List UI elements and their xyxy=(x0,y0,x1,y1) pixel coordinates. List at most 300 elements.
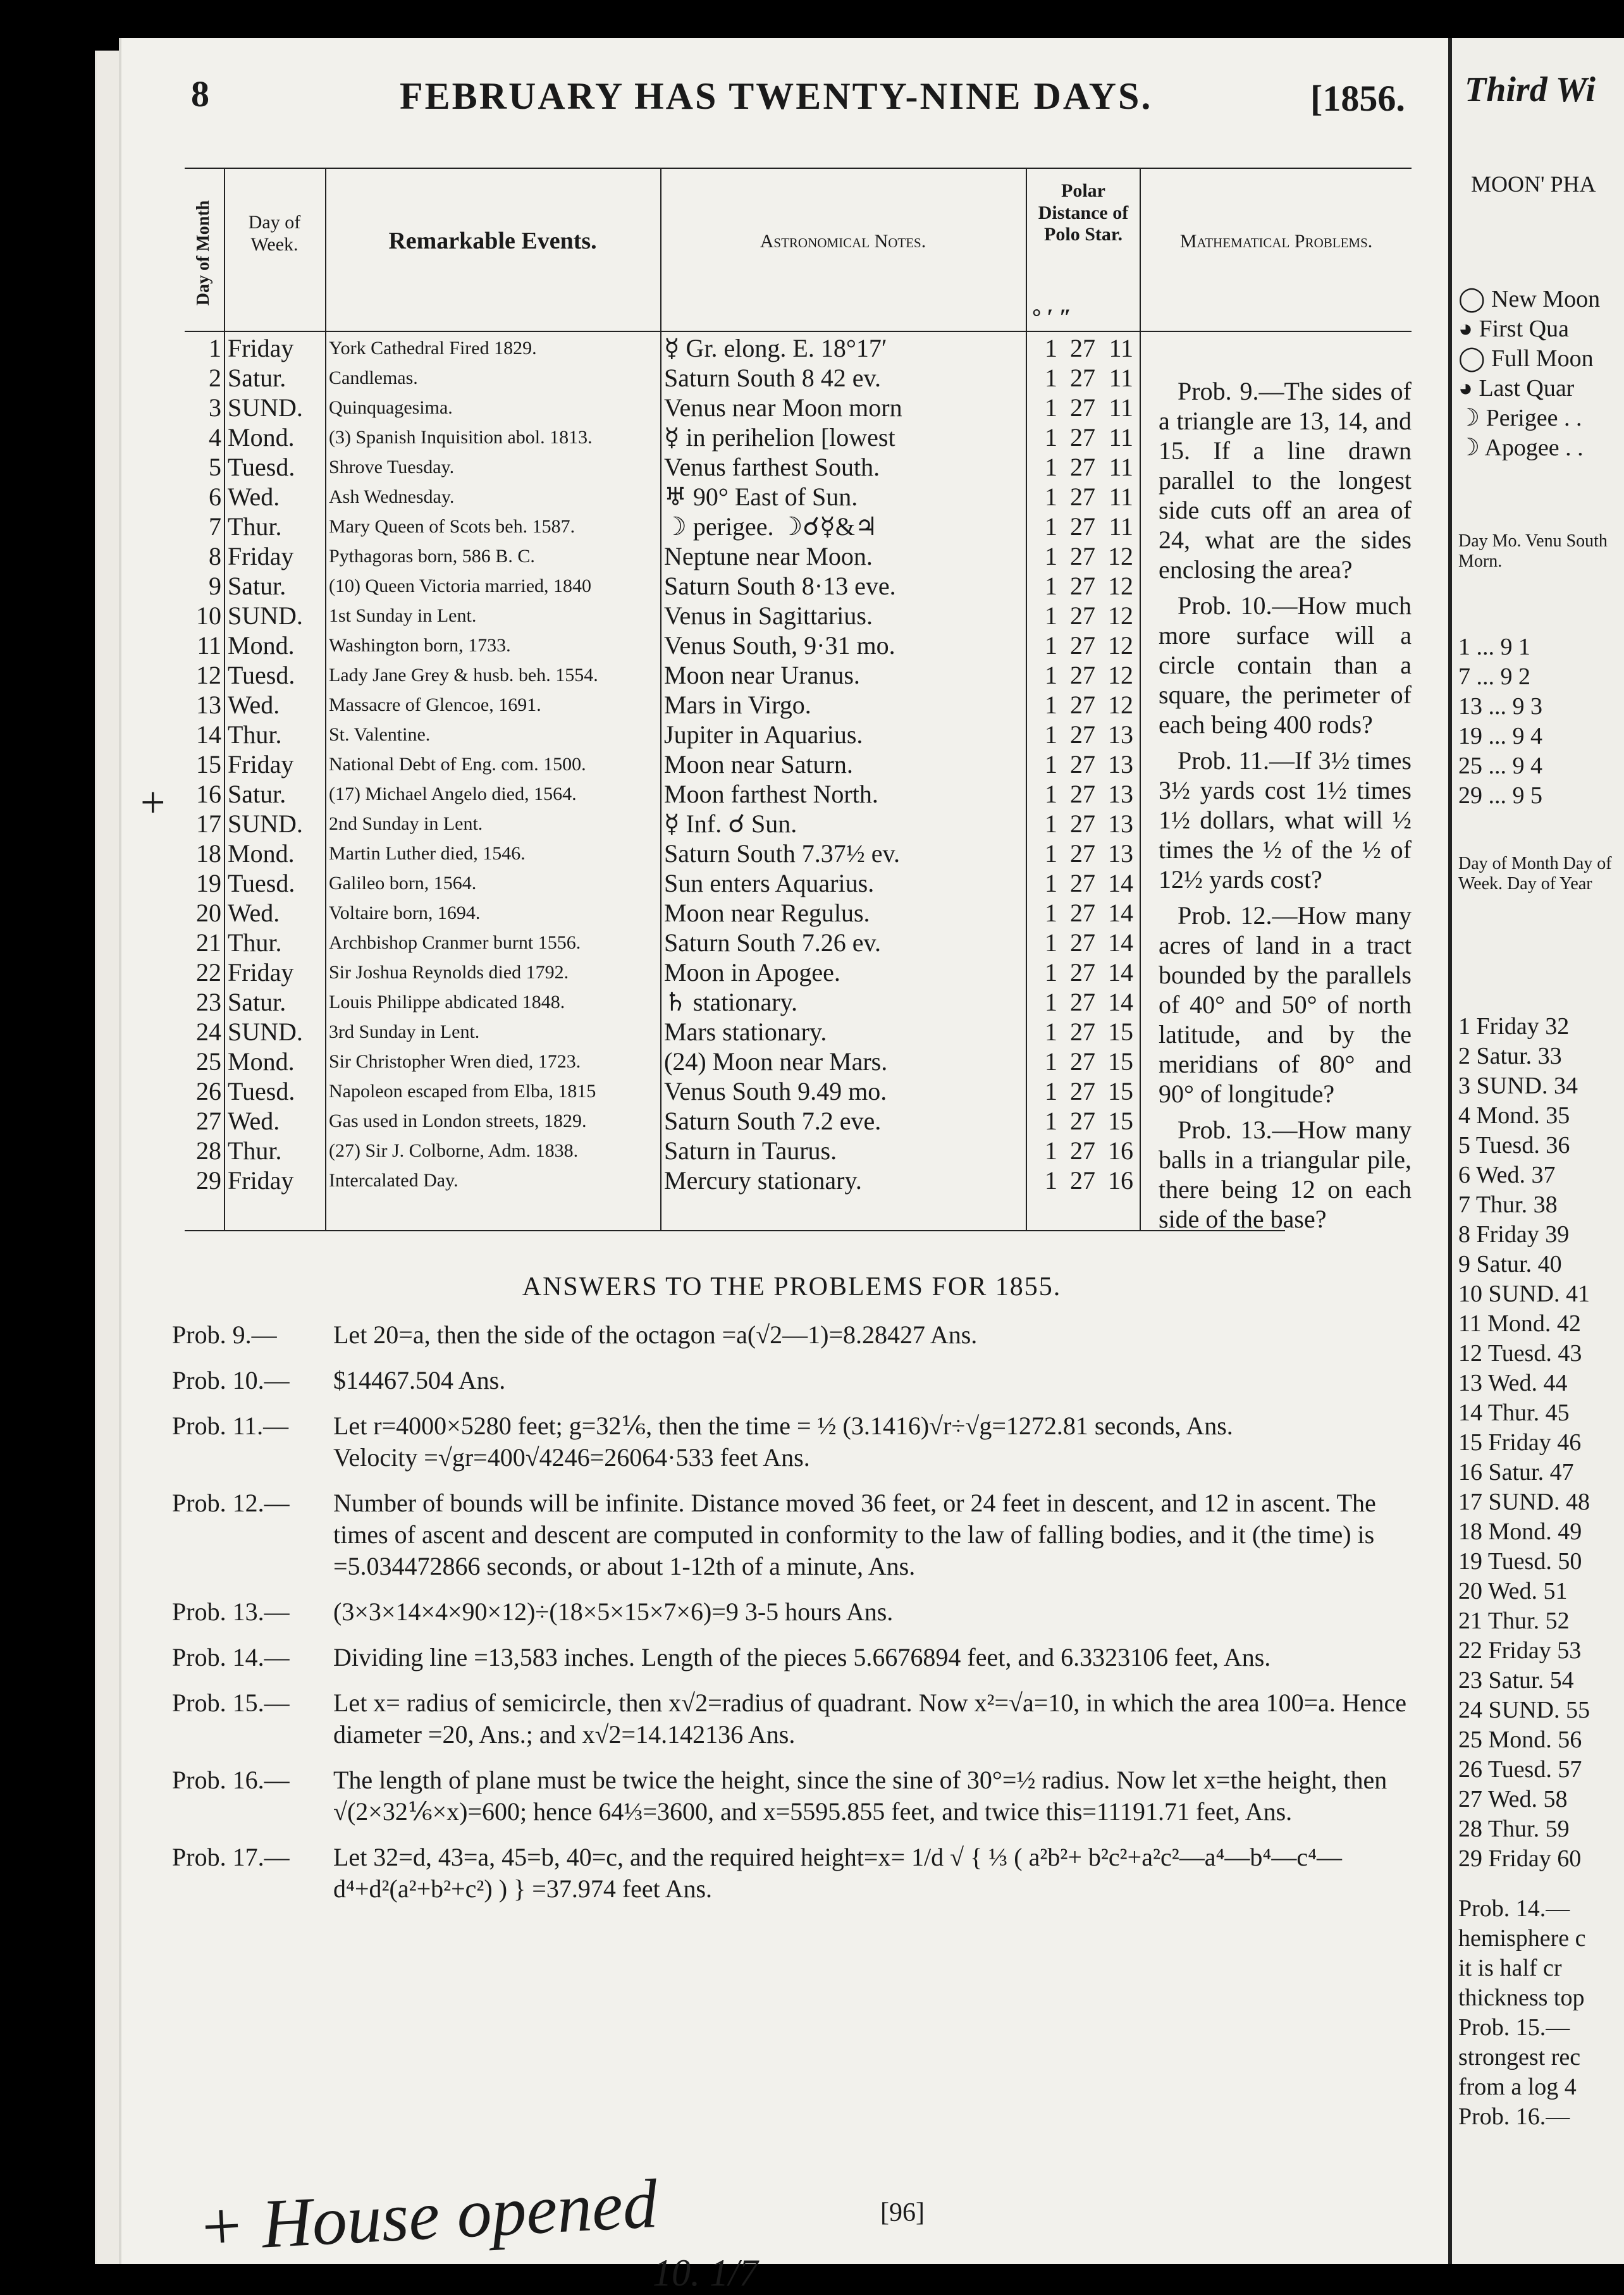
weekday: SUND. xyxy=(228,809,303,838)
polar-degrees: 1 xyxy=(1045,1166,1057,1195)
polar-seconds: 12 xyxy=(1108,661,1133,689)
answer-text: Let 20=a, then the side of the octagon =a(√2—1)=8.28427 Ans. xyxy=(333,1320,978,1349)
polar-degrees: 1 xyxy=(1045,958,1057,987)
remarkable-event: (3) Spanish Inquisition abol. 1813. xyxy=(329,427,593,448)
weekday: Satur. xyxy=(228,364,286,392)
day-number: 2 xyxy=(209,364,221,392)
polar-degrees: 1 xyxy=(1045,572,1057,600)
remarkable-event: Intercalated Day. xyxy=(329,1170,458,1191)
remarkable-event: Sir Christopher Wren died, 1723. xyxy=(329,1051,581,1072)
polar-seconds: 12 xyxy=(1108,691,1133,719)
day-number: 16 xyxy=(196,780,221,808)
almanac-page xyxy=(119,38,1451,2294)
polar-degrees: 1 xyxy=(1045,512,1057,541)
astronomical-note: Moon near Saturn. xyxy=(664,750,853,778)
polar-degrees: 1 xyxy=(1045,423,1057,452)
polar-degrees: 1 xyxy=(1045,1136,1057,1165)
remarkable-event: Voltaire born, 1694. xyxy=(329,902,481,923)
answer-text: Let r=4000×5280 feet; g=32⅙, then the time = ½ (3.1416)√r÷√g=1272.81 seconds, Ans. xyxy=(333,1412,1233,1440)
remarkable-event: Napoleon escaped from Elba, 1815 xyxy=(329,1081,596,1102)
astronomical-note: Jupiter in Aquarius. xyxy=(664,720,863,749)
answer-item xyxy=(172,1596,1412,1628)
remarkable-event: Lady Jane Grey & husb. beh. 1554. xyxy=(329,665,598,686)
astronomical-note: Saturn in Taurus. xyxy=(664,1136,837,1165)
venus-row: 29 ... 9 5 xyxy=(1458,782,1542,809)
answer-text: (3×3×14×4×90×12)÷(18×5×15×7×6)=9 3-5 hours Ans. xyxy=(333,1597,894,1626)
polar-seconds: 11 xyxy=(1109,512,1133,541)
math-problem: Prob. 11.—If 3½ times 3½ yards cost 1½ times 1½ dollars, what will ½ times the ½ of the ½ of 12½ yards cost? xyxy=(1159,746,1412,894)
moon-phase-item: ◯ Full Moon xyxy=(1458,345,1594,372)
polar-degrees: 1 xyxy=(1045,720,1057,749)
remarkable-event: (27) Sir J. Colborne, Adm. 1838. xyxy=(329,1140,579,1161)
polar-minutes: 27 xyxy=(1070,661,1095,689)
day-number: 27 xyxy=(196,1107,221,1135)
polar-minutes: 27 xyxy=(1070,542,1095,570)
facing-day-row: 19 Tuesd. 50 xyxy=(1458,1548,1582,1575)
polar-seconds: 14 xyxy=(1108,899,1133,927)
polar-degrees: 1 xyxy=(1045,364,1057,392)
polar-minutes: 27 xyxy=(1070,393,1095,422)
astronomical-note: Moon near Uranus. xyxy=(664,661,860,689)
facing-day-row: 6 Wed. 37 xyxy=(1458,1162,1556,1188)
day-number: 6 xyxy=(209,483,221,511)
astronomical-note: ☿ Gr. elong. E. 18°17′ xyxy=(664,334,887,362)
polar-minutes: 27 xyxy=(1070,1077,1095,1105)
polar-minutes: 27 xyxy=(1070,1136,1095,1165)
facing-day-row: 9 Satur. 40 xyxy=(1458,1251,1562,1277)
venus-row: 25 ... 9 4 xyxy=(1458,753,1542,779)
answer-label: Prob. 14.— xyxy=(172,1643,290,1671)
astronomical-note: Sun enters Aquarius. xyxy=(664,869,875,897)
polar-seconds: 15 xyxy=(1108,1018,1133,1046)
answer-text: The length of plane must be twice the height, since the sine of 30°=½ radius. Now let x=the height, then √(2×32⅙×x)=600; hence 64⅓=3600, and x=5595.855 feet, and twice this=11191.71 feet, Ans. xyxy=(333,1766,1387,1826)
col-polar: Polar Distance of Polo Star. xyxy=(1038,180,1129,245)
astronomical-note: Neptune near Moon. xyxy=(664,542,873,570)
weekday: Wed. xyxy=(228,483,280,511)
remarkable-event: York Cathedral Fired 1829. xyxy=(329,338,537,359)
polar-degrees: 1 xyxy=(1045,334,1057,362)
remarkable-event: Pythagoras born, 586 B. C. xyxy=(329,546,535,567)
astronomical-note: Saturn South 7.37½ ev. xyxy=(664,839,900,868)
polar-minutes: 27 xyxy=(1070,839,1095,868)
answer-label: Prob. 15.— xyxy=(172,1689,290,1717)
polar-minutes: 27 xyxy=(1070,453,1095,481)
polar-degrees: 1 xyxy=(1045,809,1057,838)
weekday: Friday xyxy=(228,958,294,987)
astronomical-note: Venus farthest South. xyxy=(664,453,880,481)
polar-seconds: 11 xyxy=(1109,483,1133,511)
weekday: Satur. xyxy=(228,988,286,1016)
moon-phase-item: ☽ Apogee . . xyxy=(1458,434,1584,461)
polar-seconds: 14 xyxy=(1108,958,1133,987)
answer-item xyxy=(172,1410,1412,1474)
polar-degrees: 1 xyxy=(1045,542,1057,570)
polar-minutes: 27 xyxy=(1070,691,1095,719)
day-number: 26 xyxy=(196,1077,221,1105)
remarkable-event: Gas used in London streets, 1829. xyxy=(329,1111,587,1131)
polar-minutes: 27 xyxy=(1070,869,1095,897)
day-number: 15 xyxy=(196,750,221,778)
day-number: 12 xyxy=(196,661,221,689)
polar-minutes: 27 xyxy=(1070,334,1095,362)
weekday: Wed. xyxy=(228,899,280,927)
polar-seconds: 16 xyxy=(1108,1166,1133,1195)
venus-row: 1 ... 9 1 xyxy=(1458,634,1530,660)
facing-day-row: 23 Satur. 54 xyxy=(1458,1667,1574,1694)
weekday: Satur. xyxy=(228,780,286,808)
day-number: 23 xyxy=(196,988,221,1016)
polar-minutes: 27 xyxy=(1070,1107,1095,1135)
day-columns-head: Day of Month Day of Week. Day of Year xyxy=(1458,854,1612,894)
polar-degrees: 1 xyxy=(1045,928,1057,957)
weekday: Tuesd. xyxy=(228,661,295,689)
handwritten-note: + House opened xyxy=(195,2165,660,2266)
weekday: Friday xyxy=(228,750,294,778)
day-number: 19 xyxy=(196,869,221,897)
polar-seconds: 13 xyxy=(1108,780,1133,808)
remarkable-event: Washington born, 1733. xyxy=(329,635,511,656)
answer-extra: Velocity =√gr=400√4246=26064·533 feet Ans. xyxy=(333,1443,810,1472)
polar-seconds: 15 xyxy=(1108,1077,1133,1105)
answer-text: $14467.504 Ans. xyxy=(333,1366,506,1394)
facing-day-row: 13 Wed. 44 xyxy=(1458,1370,1568,1396)
astronomical-note: Saturn South 7.26 ev. xyxy=(664,928,881,957)
moon-phase-item: ◕ Last Quar xyxy=(1458,375,1575,402)
polar-minutes: 27 xyxy=(1070,364,1095,392)
handwritten-mark: + xyxy=(140,778,166,827)
venus-row: 13 ... 9 3 xyxy=(1458,693,1542,720)
day-number: 18 xyxy=(196,839,221,868)
polar-minutes: 27 xyxy=(1070,988,1095,1016)
polar-minutes: 27 xyxy=(1070,750,1095,778)
answers-list xyxy=(172,1319,1412,1905)
polar-minutes: 27 xyxy=(1070,780,1095,808)
polar-degrees: 1 xyxy=(1045,1077,1057,1105)
calendar-row xyxy=(185,333,1412,363)
answer-label: Prob. 13.— xyxy=(172,1597,290,1626)
facing-day-row: 25 Mond. 56 xyxy=(1458,1726,1582,1753)
weekday: SUND. xyxy=(228,601,303,630)
astronomical-note: Mars stationary. xyxy=(664,1018,827,1046)
polar-degrees: 1 xyxy=(1045,839,1057,868)
polar-minutes: 27 xyxy=(1070,572,1095,600)
remarkable-event: Sir Joshua Reynolds died 1792. xyxy=(329,962,569,983)
astronomical-note: Saturn South 8 42 ev. xyxy=(664,364,881,392)
polar-seconds: 12 xyxy=(1108,542,1133,570)
day-number: 14 xyxy=(196,720,221,749)
astronomical-note: Moon farthest North. xyxy=(664,780,878,808)
facing-day-row: 5 Tuesd. 36 xyxy=(1458,1132,1570,1159)
weekday: Friday xyxy=(228,1166,294,1195)
facing-day-row: 22 Friday 53 xyxy=(1458,1637,1582,1664)
day-number: 28 xyxy=(196,1136,221,1165)
polar-minutes: 27 xyxy=(1070,1166,1095,1195)
page-reference: [96] xyxy=(880,2198,925,2227)
days-list xyxy=(1458,1012,1590,1874)
polar-minutes: 27 xyxy=(1070,899,1095,927)
polar-degrees: 1 xyxy=(1045,750,1057,778)
weekday: Thur. xyxy=(228,928,282,957)
remarkable-event: Shrove Tuesday. xyxy=(329,457,455,477)
page-title: FEBRUARY HAS TWENTY-NINE DAYS. xyxy=(400,75,1153,117)
weekday: Wed. xyxy=(228,691,280,719)
astronomical-note: Venus South, 9·31 mo. xyxy=(664,631,895,660)
polar-seconds: 13 xyxy=(1108,839,1133,868)
polar-minutes: 27 xyxy=(1070,631,1095,660)
day-number: 13 xyxy=(196,691,221,719)
weekday: Friday xyxy=(228,542,294,570)
facing-day-row: 14 Thur. 45 xyxy=(1458,1400,1570,1426)
astronomical-note: Venus South 9.49 mo. xyxy=(664,1077,887,1105)
col-events: Remarkable Events. xyxy=(388,228,597,254)
facing-day-row: 15 Friday 46 xyxy=(1458,1429,1582,1456)
answer-item xyxy=(172,1365,1412,1396)
remarkable-event: Mary Queen of Scots beh. 1587. xyxy=(329,516,575,537)
astronomical-note: ☿ Inf. ☌ Sun. xyxy=(664,809,797,838)
polar-seconds: 11 xyxy=(1109,423,1133,452)
facing-foot-text xyxy=(1458,1894,1586,2132)
polar-degrees: 1 xyxy=(1045,1018,1057,1046)
facing-page-fragment xyxy=(1448,38,1624,2264)
answer-label: Prob. 16.— xyxy=(172,1766,290,1794)
polar-minutes: 27 xyxy=(1070,1018,1095,1046)
facing-day-row: 1 Friday 32 xyxy=(1458,1013,1570,1040)
polar-minutes: 27 xyxy=(1070,720,1095,749)
polar-minutes: 27 xyxy=(1070,483,1095,511)
remarkable-event: (10) Queen Victoria married, 1840 xyxy=(329,575,592,596)
moon-phase-item: ☽ Perigee . . xyxy=(1458,405,1582,431)
moon-phase-item: ◕ First Qua xyxy=(1458,316,1569,342)
facing-day-row: 26 Tuesd. 57 xyxy=(1458,1756,1582,1783)
day-number: 7 xyxy=(209,512,221,541)
astronomical-note: Saturn South 7.2 eve. xyxy=(664,1107,882,1135)
polar-degrees: 1 xyxy=(1045,631,1057,660)
polar-seconds: 16 xyxy=(1108,1136,1133,1165)
remarkable-event: 2nd Sunday in Lent. xyxy=(329,813,483,834)
remarkable-event: Candlemas. xyxy=(329,367,418,388)
polar-degrees: 1 xyxy=(1045,601,1057,630)
remarkable-event: Galileo born, 1564. xyxy=(329,873,477,894)
facing-day-row: 27 Wed. 58 xyxy=(1458,1786,1568,1812)
polar-degrees: 1 xyxy=(1045,661,1057,689)
math-problem: Prob. 13.—How many balls in a triangular pile, there being 12 on each side of the base? xyxy=(1159,1116,1412,1233)
moon-phases-list xyxy=(1458,285,1600,463)
remarkable-event: 1st Sunday in Lent. xyxy=(329,605,477,626)
day-number: 10 xyxy=(196,601,221,630)
polar-degrees: 1 xyxy=(1045,988,1057,1016)
polar-seconds: 13 xyxy=(1108,809,1133,838)
answers-title: ANSWERS TO THE PROBLEMS FOR 1855. xyxy=(522,1272,1062,1301)
answer-label: Prob. 11.— xyxy=(172,1412,289,1440)
venus-row: 19 ... 9 4 xyxy=(1458,723,1542,749)
weekday: Thur. xyxy=(228,512,282,541)
polar-seconds: 13 xyxy=(1108,750,1133,778)
polar-degrees: 1 xyxy=(1045,453,1057,481)
answer-text: Number of bounds will be infinite. Distance moved 36 feet, or 24 feet in descent, and 12 in ascent. The times of ascent and descent are computed in conformity to the law of falling bodies, and it (the time) is =5.034472866 seconds, or about 1-12th of a minute, Ans. xyxy=(333,1489,1376,1580)
polar-seconds: 11 xyxy=(1109,453,1133,481)
math-problems xyxy=(1159,376,1412,1240)
polar-degrees: 1 xyxy=(1045,1107,1057,1135)
polar-seconds: 14 xyxy=(1108,869,1133,897)
astronomical-note: Moon in Apogee. xyxy=(664,958,840,987)
facing-day-row: 17 SUND. 48 xyxy=(1458,1489,1590,1515)
facing-day-row: 29 Friday 60 xyxy=(1458,1845,1582,1872)
day-number: 29 xyxy=(196,1166,221,1195)
moon-phase-item: ◯ New Moon xyxy=(1458,286,1601,312)
answer-item xyxy=(172,1487,1412,1582)
facing-day-row: 24 SUND. 55 xyxy=(1458,1697,1590,1723)
weekday: Thur. xyxy=(228,720,282,749)
polar-degrees: 1 xyxy=(1045,1047,1057,1076)
venus-head: Day Mo. Venu South Morn. xyxy=(1458,531,1608,571)
col-math: Mathematical Problems. xyxy=(1179,231,1373,252)
polar-minutes: 27 xyxy=(1070,809,1095,838)
remarkable-event: Quinquagesima. xyxy=(329,397,453,418)
polar-seconds: 12 xyxy=(1108,601,1133,630)
day-number: 11 xyxy=(197,631,221,660)
polar-degrees: 1 xyxy=(1045,393,1057,422)
answer-label: Prob. 12.— xyxy=(172,1489,290,1517)
polar-minutes: 27 xyxy=(1070,1047,1095,1076)
polar-seconds: 11 xyxy=(1109,364,1133,392)
polar-minutes: 27 xyxy=(1070,423,1095,452)
remarkable-event: St. Valentine. xyxy=(329,724,431,745)
answer-item xyxy=(172,1319,1412,1351)
answer-item xyxy=(172,1842,1412,1905)
answer-item xyxy=(172,1764,1412,1828)
facing-day-row: 7 Thur. 38 xyxy=(1458,1191,1558,1218)
facing-day-row: 28 Thur. 59 xyxy=(1458,1816,1570,1842)
facing-day-row: 12 Tuesd. 43 xyxy=(1458,1340,1582,1367)
remarkable-event: (17) Michael Angelo died, 1564. xyxy=(329,784,577,804)
answer-item xyxy=(172,1687,1412,1750)
weekday: Mond. xyxy=(228,839,295,868)
moon-phases-title: MOON' PHA xyxy=(1471,171,1596,197)
polar-minutes: 27 xyxy=(1070,601,1095,630)
facing-day-row: 2 Satur. 33 xyxy=(1458,1043,1562,1069)
weekday: Tuesd. xyxy=(228,869,295,897)
weekday: Tuesd. xyxy=(228,453,295,481)
answer-text: Let 32=d, 43=a, 45=b, 40=c, and the required height=x= 1/d √ { ⅓ ( a²b²+ b²c²+a²c²—a⁴—b⁴—c⁴—d⁴+d²(a²+b²+c²) ) } =37.974 feet Ans. xyxy=(333,1843,1343,1903)
polar-seconds: 13 xyxy=(1108,720,1133,749)
astronomical-note: Moon near Regulus. xyxy=(664,899,870,927)
facing-day-row: 16 Satur. 47 xyxy=(1458,1459,1574,1486)
answer-text: Dividing line =13,583 inches. Length of the pieces 5.6676894 feet, and 6.3323106 feet, Ans. xyxy=(333,1643,1271,1671)
weekday: SUND. xyxy=(228,1018,303,1046)
facing-foot-line: from a log 4 xyxy=(1458,2074,1577,2100)
answer-label: Prob. 17.— xyxy=(172,1843,290,1871)
remarkable-event: 3rd Sunday in Lent. xyxy=(329,1021,480,1042)
day-number: 25 xyxy=(196,1047,221,1076)
facing-foot-line: strongest rec xyxy=(1458,2044,1581,2070)
polar-degrees: 1 xyxy=(1045,899,1057,927)
day-number: 17 xyxy=(196,809,221,838)
col-day-of-month: Day of Month xyxy=(194,200,213,306)
polar-seconds: 12 xyxy=(1108,572,1133,600)
polar-minutes: 27 xyxy=(1070,928,1095,957)
remarkable-event: Louis Philippe abdicated 1848. xyxy=(329,992,565,1012)
remarkable-event: Martin Luther died, 1546. xyxy=(329,843,526,864)
weekday: Mond. xyxy=(228,423,295,452)
venus-list xyxy=(1458,632,1542,811)
day-number: 22 xyxy=(196,958,221,987)
day-number: 21 xyxy=(196,928,221,957)
facing-foot-line: Prob. 15.— xyxy=(1458,2014,1570,2041)
page-year: [1856. xyxy=(1310,78,1405,119)
answers-section xyxy=(172,1271,1412,1919)
remarkable-event: Archbishop Cranmer burnt 1556. xyxy=(329,932,581,953)
facing-foot-line: it is half cr xyxy=(1458,1955,1562,1981)
astronomical-note: ☽ perigee. ☽☌☿&♃ xyxy=(664,512,878,541)
facing-day-row: 21 Thur. 52 xyxy=(1458,1608,1570,1634)
astronomical-note: Venus near Moon morn xyxy=(664,393,902,422)
facing-foot-line: Prob. 16.— xyxy=(1458,2103,1570,2130)
math-problem: Prob. 10.—How much more surface will a circle contain than a square, the perimeter of each being 400 rods? xyxy=(1159,591,1412,739)
handwritten-date: 10. 1/7 xyxy=(653,2252,758,2294)
astronomical-note: Venus in Sagittarius. xyxy=(664,601,873,630)
col-astro: Astronomical Notes. xyxy=(760,231,926,252)
facing-foot-line: hemisphere c xyxy=(1458,1925,1586,1952)
polar-minutes: 27 xyxy=(1070,958,1095,987)
polar-degrees: 1 xyxy=(1045,780,1057,808)
math-problem: Prob. 12.—How many acres of land in a tract bounded by the parallels of 40° and 50° of north latitude, and by the meridians of 80° and 90° of longitude? xyxy=(1159,901,1412,1108)
facing-day-row: 20 Wed. 51 xyxy=(1458,1578,1568,1604)
astronomical-note: Saturn South 8·13 eve. xyxy=(664,572,896,600)
weekday: Wed. xyxy=(228,1107,280,1135)
weekday: Satur. xyxy=(228,572,286,600)
facing-header: Third Wi xyxy=(1465,70,1596,109)
polar-degrees: 1 xyxy=(1045,691,1057,719)
weekday: Mond. xyxy=(228,631,295,660)
day-number: 20 xyxy=(196,899,221,927)
astronomical-note: ☿ in perihelion [lowest xyxy=(664,423,895,452)
weekday: Tuesd. xyxy=(228,1077,295,1105)
astronomical-note: Mars in Virgo. xyxy=(664,691,811,719)
polar-units: ° ′ ″ xyxy=(1032,304,1072,329)
answer-label: Prob. 9.— xyxy=(172,1320,277,1349)
facing-day-row: 3 SUND. 34 xyxy=(1458,1073,1578,1099)
polar-minutes: 27 xyxy=(1070,512,1095,541)
facing-day-row: 18 Mond. 49 xyxy=(1458,1518,1582,1545)
polar-seconds: 14 xyxy=(1108,928,1133,957)
facing-day-row: 11 Mond. 42 xyxy=(1458,1310,1581,1337)
astronomical-note: ♄ stationary. xyxy=(664,988,797,1016)
day-number: 3 xyxy=(209,393,221,422)
calendar-table xyxy=(185,168,1412,1236)
polar-degrees: 1 xyxy=(1045,483,1057,511)
weekday: Friday xyxy=(228,334,294,362)
col-day-of-week: Day of Week. xyxy=(248,212,301,255)
facing-day-row: 8 Friday 39 xyxy=(1458,1221,1570,1248)
remarkable-event: Massacre of Glencoe, 1691. xyxy=(329,694,541,715)
polar-seconds: 11 xyxy=(1109,334,1133,362)
day-number: 5 xyxy=(209,453,221,481)
weekday: Thur. xyxy=(228,1136,282,1165)
polar-seconds: 15 xyxy=(1108,1107,1133,1135)
polar-seconds: 14 xyxy=(1108,988,1133,1016)
answer-label: Prob. 10.— xyxy=(172,1366,290,1394)
polar-seconds: 15 xyxy=(1108,1047,1133,1076)
polar-seconds: 12 xyxy=(1108,631,1133,660)
weekday: SUND. xyxy=(228,393,303,422)
remarkable-event: National Debt of Eng. com. 1500. xyxy=(329,754,586,775)
facing-foot-line: thickness top xyxy=(1458,1984,1585,2011)
day-number: 1 xyxy=(209,334,221,362)
day-number: 4 xyxy=(209,423,221,452)
answer-text: Let x= radius of semicircle, then x√2=radius of quadrant. Now x²=√a=10, in which the area 100=a. Hence diameter =20, Ans.; and x√2=14.142136 Ans. xyxy=(333,1689,1407,1749)
facing-foot-line: Prob. 14.— xyxy=(1458,1895,1570,1922)
page-number: 8 xyxy=(191,73,209,114)
